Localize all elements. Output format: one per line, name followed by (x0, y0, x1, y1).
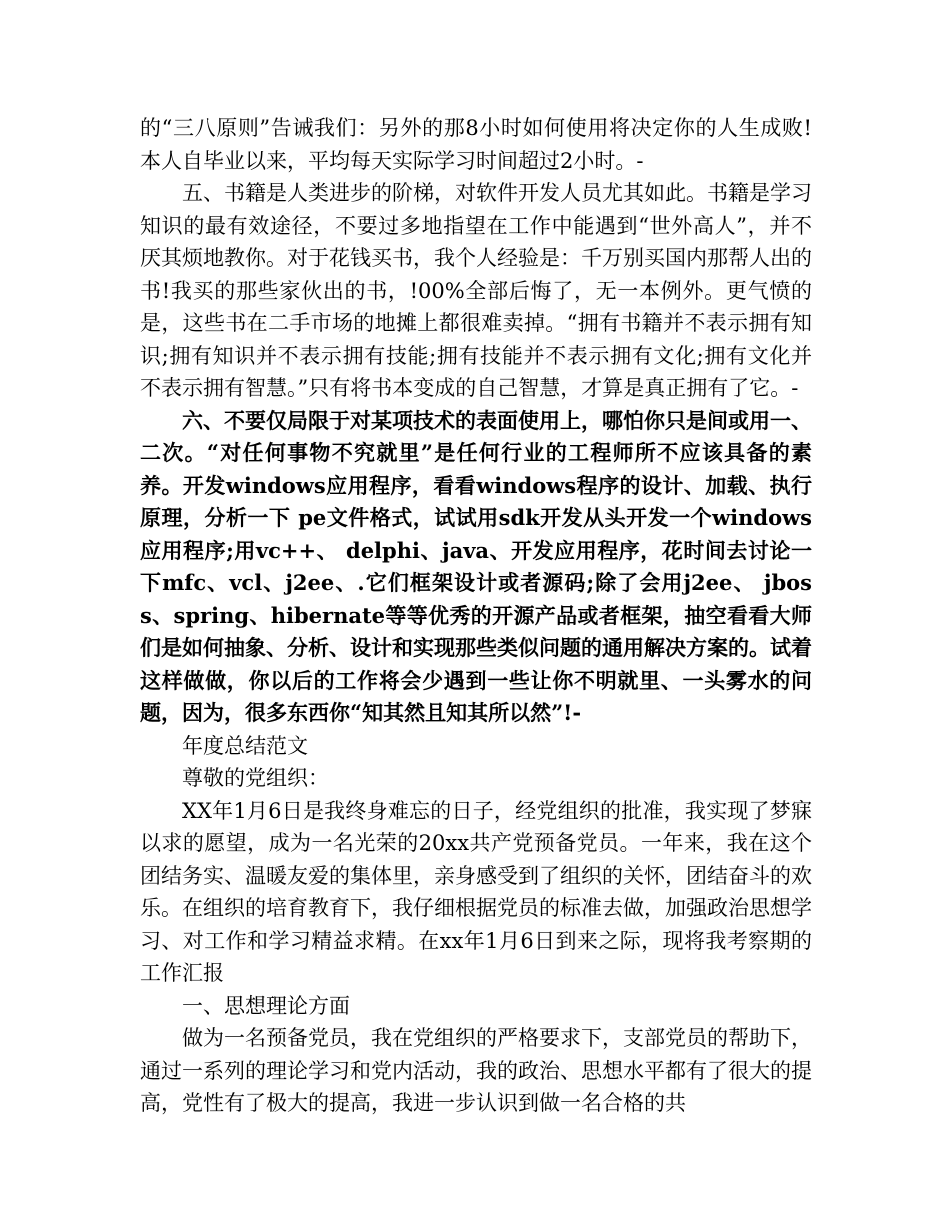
paragraph-technology-depth: 六、不要仅局限于对某项技术的表面使用上，哪怕你只是间或用一、二次。“对任何事物不究就里”是任何行业的工程师所不应该具备的素养。开发windows应用程序，看看windows程序的设计、加载、执行原理，分析一下 pe文件格式，试试用sdk开发从头开发一个windows应用程序;用vc++、 delphi、java、开发应用程序，花时间去讨论一下mfc、vcl、j2ee、.它们框架设计或者源码;除了会用j2ee、 jboss、spring、hibernate等等优秀的开源产品或者框架，抽空看看大师们是如何抽象、分析、设计和实现那些类似问题的通用解决方案的。试着这样做做，你以后的工作将会少遇到一些让你不明就里、一头雾水的问题，因为，很多东西你“知其然且知其所以然”!- (140, 407, 812, 725)
paragraph-three-eight-principle: 的“三八原则”告诫我们：另外的那8小时如何使用将决定你的人生成败!本人自毕业以来，平均每天实际学习时间超过2小时。- (140, 116, 812, 173)
section-title-annual-summary: 年度总结范文 (182, 733, 308, 758)
paragraph-books-advice: 五、书籍是人类进步的阶梯，对软件开发人员尤其如此。书籍是学习知识的最有效途径，不要过多地指望在工作中能遇到“世外高人”，并不厌其烦地教你。对于花钱买书，我个人经验是：千万别买国内那帮人出的书!我买的那些家伙出的书，!00%全部后悔了，无一本例外。更气愤的是，这些书在二手市场的地摊上都很难卖掉。“拥有书籍并不表示拥有知识;拥有知识并不表示拥有技能;拥有技能并不表示拥有文化;拥有文化并不表示拥有智慧。”只有将书本变成的自己智慧，才算是真正拥有了它。- (140, 181, 812, 400)
salutation: 尊敬的党组织： (182, 766, 329, 790)
document-body (140, 112, 812, 1120)
paragraph-probationary-member: 做为一名预备党员，我在党组织的严格要求下，支部党员的帮助下，通过一系列的理论学习和党内活动，我的政治、思想水平都有了很大的提高，党性有了极大的提高，我进一步认识到做一名合格的共 (140, 1026, 812, 1115)
section-heading-ideology-theory: 一、思想理论方面 (182, 993, 350, 1018)
paragraph-party-membership: XX年1月6日是我终身难忘的日子，经党组织的批准，我实现了梦寐以求的愿望，成为一名光荣的20xx共产党预备党员。一年来，我在这个团结务实、温暖友爱的集体里，亲身感受到了组织的关怀，团结奋斗的欢乐。在组织的培育教育下，我仔细根据党员的标准去做，加强政治思想学习、对工作和学习精益求精。在xx年1月6日到来之际，现将我考察期的工作汇报 (140, 798, 812, 985)
